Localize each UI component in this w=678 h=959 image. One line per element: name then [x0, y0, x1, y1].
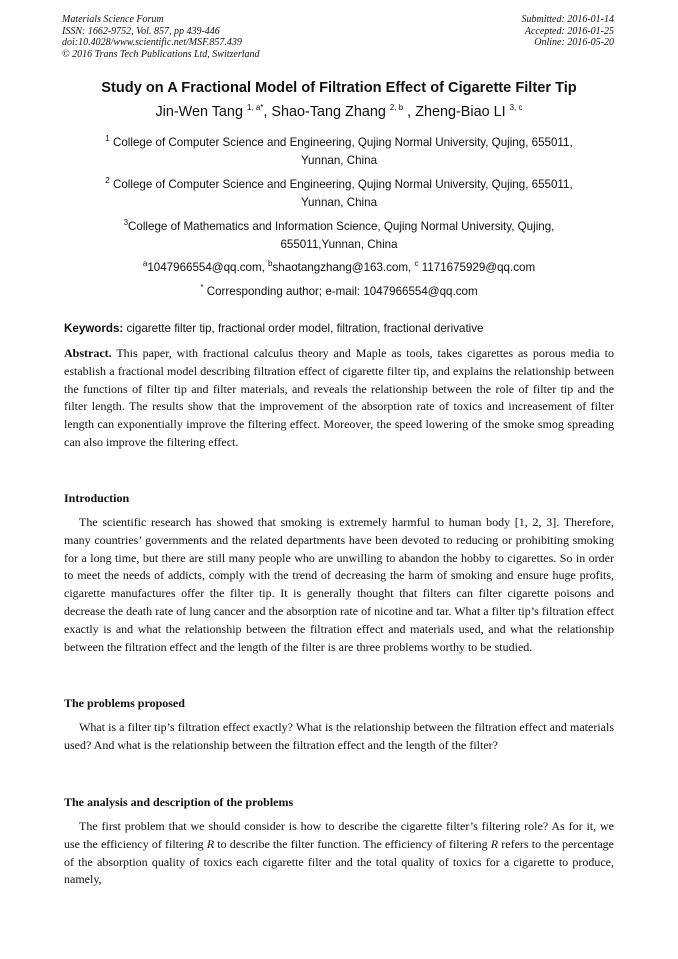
affiliation-3: [70, 218, 608, 254]
affiliation-line: College of Computer Science and Engineering, Qujing Normal University, Qujing, 655011,: [112, 136, 573, 149]
affiliation-line: College of Computer Science and Engineering, Qujing Normal University, Qujing, 655011,: [112, 178, 573, 191]
doi-line: doi:10.4028/www.scientific.net/MSF.857.439: [62, 37, 242, 49]
author-affiliation-mark: 2, b: [389, 103, 404, 113]
variable-r: R: [206, 836, 215, 851]
email-mark: a: [142, 259, 148, 269]
analysis-text: The first problem that we should consider is how to describe the cigarette filter’s filtering role? As for it, we use the efficiency of filtering: [64, 819, 614, 851]
author-list: [40, 104, 638, 120]
analysis-text: refers to the percentage of the absorption quality of toxics each cigarette filter and the total quality of toxics for a cigarette to produce, namely,: [64, 836, 615, 887]
copyright-line: © 2016 Trans Tech Publications Ltd, Switzerland: [62, 48, 260, 60]
email-mark: b: [268, 259, 273, 269]
email-address: 1171675929@qq.com: [418, 261, 536, 274]
section-heading-introduction: Introduction: [64, 491, 130, 505]
author-affiliation-mark: 1, a*: [246, 103, 264, 113]
abstract-text: This paper, with fractional calculus theory and Maple as tools, takes cigarettes as porous media to establish a fractional model describing filtration effect of cigarette filter tip, and explains the relationship between the functions of filter tip and filter materials, and reveals the relationship between the role of filter tip and the filter length. The results show that the improvement of the absorption rate of toxics and increasement of filter length can exponentially improve the filtering effect. Moreover, the speed lowering of the smoke smog spreading can also improve the filtering effect.: [64, 346, 614, 449]
author-separator: ,: [263, 104, 272, 120]
issn-line: ISSN: 1662-9752, Vol. 857, pp 439-446: [62, 25, 220, 37]
author-affiliation-mark: 3, c: [509, 103, 523, 113]
affiliation-line: 655011,Yunnan, China: [280, 238, 398, 251]
keywords-label: Keywords:: [64, 322, 124, 335]
email-mark: c: [414, 259, 419, 269]
journal-name: Materials Science Forum: [62, 14, 164, 25]
author-name: Shao-Tang Zhang: [271, 104, 386, 120]
online-date: Online: 2016-05-20: [534, 37, 614, 49]
author-emails: [40, 261, 638, 274]
affiliation-line: College of Mathematics and Information Science, Qujing Normal University, Qujing,: [128, 220, 555, 233]
section-heading-analysis: The analysis and description of the problems: [64, 795, 294, 809]
section-heading-problems: The problems proposed: [64, 696, 185, 710]
abstract-label: Abstract.: [64, 346, 112, 360]
email-address: shaotangzhang@163.com,: [272, 261, 415, 274]
affiliation-1: [70, 134, 608, 170]
journal-header-left: [62, 14, 260, 60]
affiliation-mark: 1: [105, 134, 110, 144]
abstract: [64, 345, 614, 452]
author-name: Zheng-Biao LI: [415, 104, 506, 120]
email-address: 1047966554@qq.com,: [147, 261, 269, 274]
submitted-date: Submitted: 2016-01-14: [521, 14, 614, 25]
affiliation-line: Yunnan, China: [300, 196, 378, 209]
keywords-text: cigarette filter tip, fractional order model, filtration, fractional derivative: [123, 322, 484, 335]
keywords: [64, 322, 624, 335]
affiliation-2: [70, 176, 608, 212]
analysis-text: to describe the filter function. The efficiency of filtering: [214, 836, 491, 851]
corresponding-mark: *: [200, 283, 204, 293]
affiliation-line: Yunnan, China: [300, 154, 378, 167]
accepted-date: Accepted: 2016-01-25: [524, 25, 614, 37]
author-name: Jin-Wen Tang: [155, 104, 243, 120]
corresponding-author: [40, 285, 638, 298]
author-separator: ,: [403, 104, 416, 120]
variable-r: R: [490, 836, 499, 851]
corresponding-text: Corresponding author; e-mail: 1047966554@qq.com: [203, 285, 478, 298]
introduction-paragraph: The scientific research has showed that smoking is extremely harmful to human body [1, 2, 3]. Therefore, many countries’ governments and the related departments have been devoted to reducing or prohibiting smoking for a long time, but there are still many people who are unwilling to abandon the hobby to cigarettes. So in order to meet the needs of addicts, comply with the trend of decreasing the harm of smoking and ensure huge profits, cigarette manufactures offer the filter tip. It is generally thought that filters can filter cigarette poisons and decrease the death rate of lung cancer and the absorption rate of nicotine and tar. What a filter tip’s filtration effect exactly is and what the relationship between the filtration effect and materials used, and what the relationship between the filtration effect and the length of the filter is are three problems worthy to be studied.: [64, 515, 614, 654]
paper-title: Study on A Fractional Model of Filtration Effect of Cigarette Filter Tip: [101, 80, 577, 96]
analysis-paragraph: [64, 818, 614, 889]
problems-paragraph: What is a filter tip’s filtration effect exactly? What is the relationship between the filtration effect and materials used? And what is the relationship between the filtration effect and the length of the filter?: [64, 720, 614, 752]
affiliation-mark: 3: [123, 218, 129, 228]
journal-header-right: [522, 14, 615, 49]
affiliation-mark: 2: [105, 176, 110, 186]
